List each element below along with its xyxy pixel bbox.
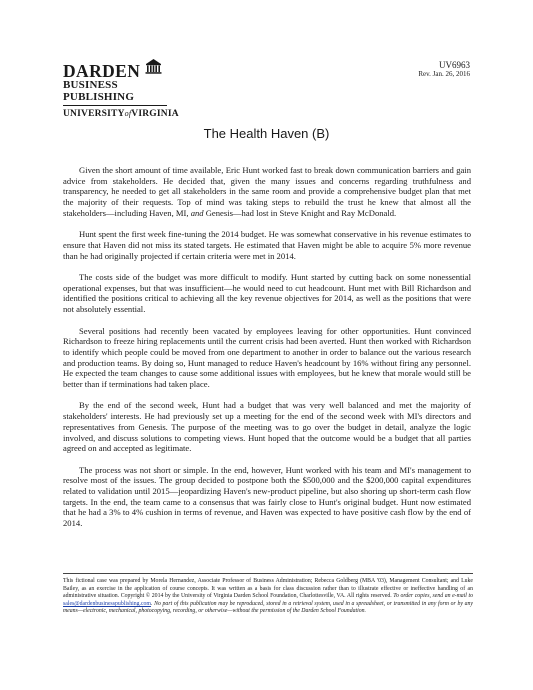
paragraph-1-text-end: Genesis—had lost in Steve Knight and Ray McDonald.	[203, 207, 397, 218]
paragraph-1-italic: and	[190, 207, 204, 218]
paragraph-1-text: Given the short amount of time available, Eric Hunt worked fast to break down communication barriers and gain advice from stakeholders. He decided that, given the many issues and concerns regarding truthfulness and transparency, he needed to get all stakeholders in the same room and provide a comprehensive budget plan that met the majority of their requests. Top of mind was taking steps to rebuild the trust he knew that almost all the stakeholders—including Haven, MI,	[63, 165, 471, 218]
logo-of-word: of	[124, 109, 132, 118]
footnote-text: This fictional case was prepared by Morela Hernandez, Associate Professor of Business Administration; Rebecca Goldberg (MBA '03), Management Consultant; and Luke Bailey, as an exercise in the application of course concepts. It was written as a basis for class discussion rather than to illustrate effective or ineffective handling of an administrative situation. Copyright © 2014 by the University of Virginia Darden School Foundation, Charlottesville, VA. All rights reserved.	[63, 578, 473, 600]
case-identifier	[418, 60, 470, 79]
footnote-rights-text: . No part of this publication may be reproduced, stored in a retrieval system, used in a spreadsheet, or transmitted in any form or by any means—electronic, mechanical, photocopying, recording, or otherwise—without the permission of the Darden School Foundation.	[63, 600, 473, 615]
logo-divider	[63, 105, 167, 106]
case-number: UV6963	[439, 60, 470, 70]
revision-date: Rev. Jan. 26, 2016	[418, 70, 470, 78]
page-title: The Health Haven (B)	[203, 126, 330, 141]
paragraph-3: The costs side of the budget was more difficult to modify. Hunt started by cutting back on some nonessential operational expenses, but that was insufficient—he would need to cut headcount. Hunt met with Bill Richardson and identified the positions critical to achieving all the key revenue objectives for 2014, as well as the positions that were not absolutely essential.	[63, 272, 471, 315]
logo-university-word: UNIVERSITY	[63, 109, 125, 119]
paragraph-2: Hunt spent the first week fine-tuning the 2014 budget. He was somewhat conservative in his revenue estimates to ensure that Haven did not miss its stated targets. He estimated that Haven might be able to acquire 5% more revenue than he had originally projected if certain criteria were met in 2014.	[63, 229, 471, 261]
logo-darden-text: DARDEN	[63, 61, 141, 81]
rotunda-building-icon	[145, 58, 162, 79]
case-body	[63, 165, 471, 540]
footnote-divider	[63, 573, 473, 574]
paragraph-5: By the end of the second week, Hunt had a budget that was very well balanced and met the majority of stakeholders' interests. He had previously set up a meeting for the end of the second week with MI's directors and representatives from Genesis. The purpose of the meeting was to go over the budget in detail, analyze the logic involved, and discuss solutions to competing views. Hunt hoped that the outcome would be a budget that all parties agreed on and accepted as legitimate.	[63, 400, 471, 454]
logo-business-publishing: BUSINESS PUBLISHING	[63, 79, 135, 103]
logo-virginia-word: VIRGINIA	[131, 109, 179, 119]
paragraph-1	[63, 165, 471, 219]
footnote-order-text: To order copies, send an e-mail to	[393, 593, 473, 600]
paragraph-4: Several positions had recently been vacated by employees leaving for other opportunities. Hunt convinced Richardson to freeze hiring replacements until the current crisis had been averted. Hunt then worked with Richardson to identify which people could be moved from one department to another in order to balance out the various research and production teams. By doing so, Hunt managed to reduce Haven's headcount by 16% without firing any personnel. He expected the team changes to cause some additional issues with employees, but he knew that morale would still be better than if terminations had taken place.	[63, 325, 471, 390]
darden-logo	[63, 58, 179, 120]
sales-email-link[interactable]: sales@dardenbusinesspublishing.com	[63, 600, 151, 607]
logo-university	[63, 108, 179, 120]
copyright-footnote	[63, 578, 473, 616]
paragraph-6: The process was not short or simple. In the end, however, Hunt worked with his team and MI's management to resolve most of the issues. The group decided to postpone both the $500,000 and the $200,000 capital expenditures related to validation until 2015—jeopardizing Haven's new-product pipeline, but also shoring up short-term cash flow targets. In the end, the team came to a consensus that was fairly close to Hunt's original budget. Hunt now estimated that he had a 3% to 4% cushion in terms of revenue, and Haven was expected to have positive cash flow by the end of 2014.	[63, 464, 471, 529]
